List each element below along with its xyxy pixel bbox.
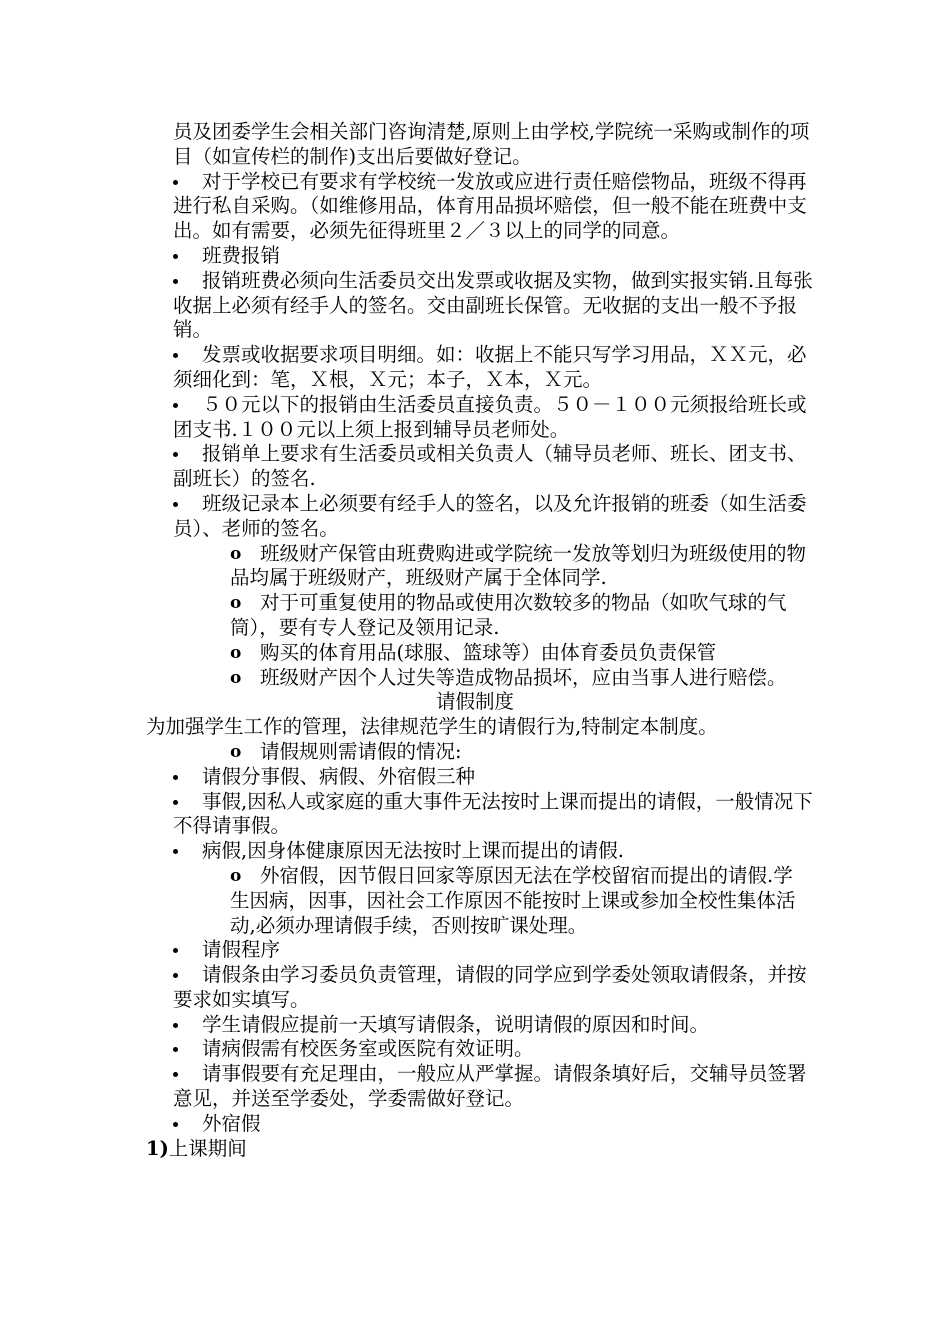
document-page [0, 120, 950, 1161]
bullet-item: ５０元以下的报销由生活委员直接负责。５０－１００元须报给班长或团支书.１００元以上须上报到辅导员老师处。 [173, 393, 813, 443]
intro-paragraph: 为加强学生工作的管理，法律规范学生的请假行为,特制定本制度。 [146, 715, 718, 739]
bullet-item: 报销单上要求有生活委员或相关负责人（辅导员老师、班长、团支书、副班长）的签名. [173, 442, 813, 492]
sub-bullet-item: o 对于可重复使用的物品或使用次数较多的物品（如吹气球的气筒），要有专人登记及领用记录. [230, 591, 787, 639]
paragraph-continuation: 员及团委学生会相关部门咨询清楚,原则上由学校,学院统一采购或制作的项目（如宣传栏的制作)支出后要做好登记。 [173, 120, 810, 168]
sub-bullet-item: o 外宿假，因节假日回家等原因无法在学校留宿而提出的请假.学生因病，因事，因社会工作原因不能按时上课或参加全校性集体活动,必须办理请假手续，否则按旷课处理。 [230, 863, 796, 937]
bullet-item: 外宿假 [173, 1112, 813, 1137]
sub-bullet-marker: o [230, 543, 242, 564]
sub-bullet-marker: o [230, 667, 242, 688]
sub-bullet-marker: o [230, 593, 242, 614]
sub-bullet-marker: o [230, 865, 242, 886]
bullet-item: 学生请假应提前一天填写请假条，说明请假的原因和时间。 [173, 1013, 813, 1038]
section-heading: 请假制度 [435, 690, 514, 714]
sub-bullet-marker: o [230, 741, 242, 762]
bullet-item: 发票或收据要求项目明细。如：收据上不能只写学习用品，ＸＸ元，必须细化到：笔，Ｘ根，Ｘ元；本子，Ｘ本，Ｘ元。 [173, 343, 813, 393]
bullet-item: 事假,因私人或家庭的重大事件无法按时上课而提出的请假，一般情况下不得请事假。 [173, 789, 813, 838]
bullet-item: 病假,因身体健康原因无法按时上课而提出的请假. [173, 839, 813, 864]
sub-bullet-item: o 班级财产保管由班费购进或学院统一发放等划归为班级使用的物品均属于班级财产，班级财产属于全体同学. [230, 541, 807, 590]
bullet-item: 班费报销 [173, 244, 813, 269]
numbered-item: 1)上课期间 [146, 1136, 247, 1160]
sub-bullet-item: o 请假规则需请假的情况: [230, 739, 462, 763]
bullet-item: 请假条由学习委员负责管理，请假的同学应到学委处领取请假条，并按要求如实填写。 [173, 963, 813, 1013]
sub-bullet-item: o 购买的体育用品(球服、篮球等）由体育委员负责保管 [230, 640, 717, 664]
bullet-item: 请假程序 [173, 938, 813, 963]
bullet-item: 请假分事假、病假、外宿假三种 [173, 765, 813, 790]
bullet-item: 对于学校已有要求有学校统一发放或应进行责任赔偿物品，班级不得再进行私自采购。（如维修用品，体育用品损坏赔偿，但一般不能在班费中支出。如有需要，必须先征得班里２／３以上的同学的同意。 [173, 170, 813, 244]
bullet-item: 请病假需有校医务室或医院有效证明。 [173, 1037, 813, 1062]
bullet-item: 报销班费必须向生活委员交出发票或收据及实物，做到实报实销.且每张收据上必须有经手人的签名。交由副班长保管。无收据的支出一般不予报销。 [173, 268, 813, 342]
number-marker: 1) [146, 1136, 169, 1160]
sub-bullet-item: o 班级财产因个人过失等造成物品损坏，应由当事人进行赔偿。 [230, 665, 787, 689]
sub-bullet-marker: o [230, 642, 242, 663]
bullet-item: 请事假要有充足理由，一般应从严掌握。请假条填好后，交辅导员签署意见，并送至学委处，学委需做好登记。 [173, 1062, 813, 1112]
bullet-item: 班级记录本上必须要有经手人的签名，以及允许报销的班委（如生活委员）、老师的签名。 [173, 492, 813, 542]
